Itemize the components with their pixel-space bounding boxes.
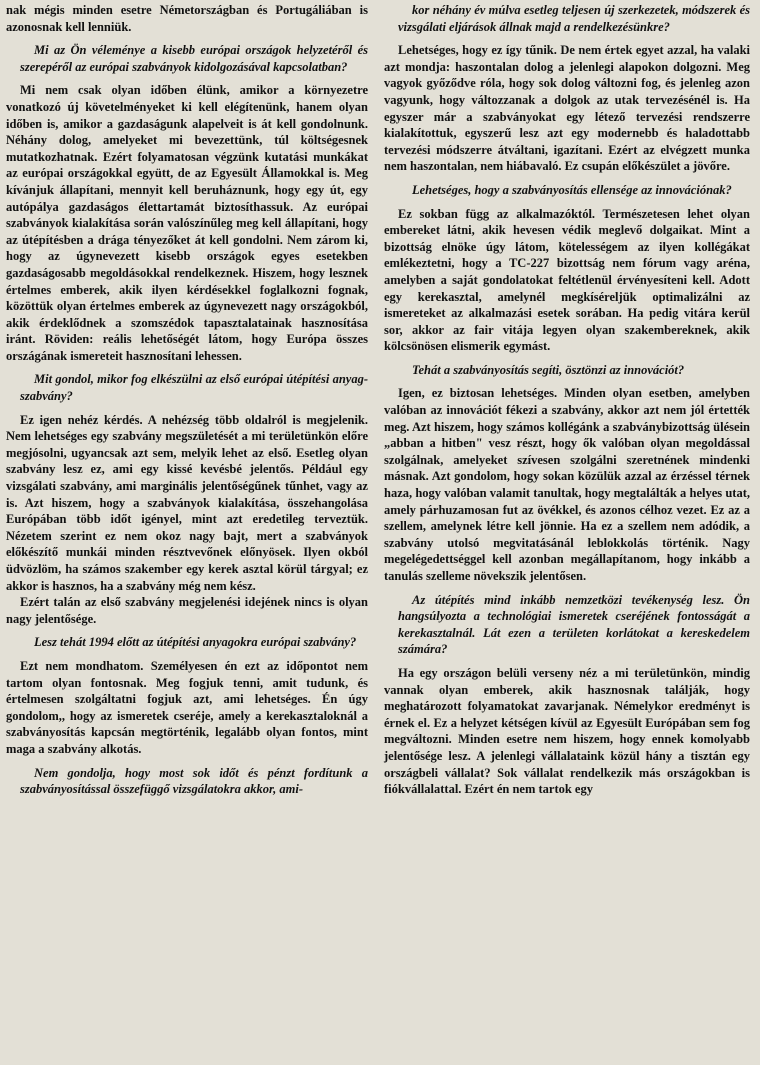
interview-question: Lesz tehát 1994 előtt az útépítési anyagokra európai szabvány?: [34, 635, 357, 650]
interview-question: Lehetséges, hogy a szabványosítás ellensége az innovációnak?: [412, 182, 732, 197]
answer-paragraph: Igen, ez biztosan lehetséges. Minden olyan esetben, amelyben valóban az innovációt fékezi a szabvány, akkor azt nem jól értették meg. Azt hiszem, hogy számos kollégánk a szabványbizottság ülésein „abban a hitben" vesz részt, hogy ők valóban olyan megoldással szolgálnak, amelyeket szívesen szolgálni szeretnének mindenki másnak. Azt gondolom, hogy sokan közülük azzal az érzéssel térnek haza, hogy valóban valamit tanultak, hogy megtalálták a helyes utat, amely párhuzamosan fut az övékkel, és azonos célhoz vezet. Ez az a szellem, amelynek létre kell jönnie. Ha ez a szellem nem adódik, a szabvány utolsó megvitatásánál leblokkolás történik. Nagy megelégedettséggel kell azonban megállapítanom, hogy inkább a tanulás szelleme növekszik jelentősen.: [384, 386, 750, 583]
left-column: [6, 2, 368, 805]
answer-paragraph: nak mégis minden esetre Németországban és Portugáliában is azonosnak kell lenniük.: [6, 3, 368, 34]
answer-paragraph: Ez sokban függ az alkalmazóktól. Természetesen lehet olyan embereket látni, akik hevesen védik meglevő dolgaikat. Mint a bizottság elnöke úgy látom, kötelességem az ilyen kollégákat emlékeztetni, hogy a TC-227 bizottság nem fórum vagy aréna, amelyben a saját gondolatokat feltétlenül érvényesíteni kell. Adott egy kerekasztal, amelynél megkíséreljük optimalizálni az ismereteket az alkalmazási esetek sorában. Ha pedig vitára kerül sor, akkor az fair vitája legyen olyan szakembereknek, akik kölcsönösen elismerik egymást.: [384, 206, 750, 354]
interview-question: Tehát a szabványosítás segíti, ösztönzi az innovációt?: [412, 362, 685, 377]
answer-paragraph: Ez igen nehéz kérdés. A nehézség több oldalról is megjelenik. Nem lehetséges egy szabvány megszületését a mi területünkön előre megjósolni, ugyancsak azt sem, melyik lehet az első. Esetleg olyan szabvány lesz ez, ami egy kissé kevésbé jelentős. Például egy vizsgálati szabvány, ami marginális jelentőségűnek tűnhet, vagy az is. Azt hiszem, hogy a szabványok kialakítása, összehangolása Európában több időt igényel, mint azt eredetileg terveztük. Nézetem szerint ez nem okoz nagy bajt, mert a szabványok előkészítő munkái minden résztvevőnek előnyösek. Ilyen okból üdvözlöm, ha számos szakember egy kerek asztal körül tárgyal; ez akkor is hasznos, ha a szabvány még nem kész.: [6, 412, 368, 593]
interview-question: Nem gondolja, hogy most sok időt és pénzt fordítunk a szabványosítással összefüggő vizsgálatokra akkor, ami-: [20, 765, 368, 797]
interview-question: kor néhány év múlva esetleg teljesen új szerkezetek, módszerek és vizsgálati eljárások állnak majd a rendelkezésünkre?: [398, 3, 750, 34]
answer-paragraph: Ezért talán az első szabvány megjelenési idejének nincs is olyan nagy jelentősége.: [6, 595, 368, 626]
answer-paragraph: Ezt nem mondhatom. Személyesen én ezt az időpontot nem tartom olyan fontosnak. Meg fogjuk tenni, amit tudunk, és értelmesen szolgáltatni fogjuk azt, ami lehetséges. Én úgy gondolom,, hogy az ismeretek cseréje, amely a kerekasztaloknál a szabványosítás kapcsán megtörténik, legalább olyan fontos, mint maga a szabvány alkotás.: [6, 658, 368, 756]
answer-paragraph: Mi nem csak olyan időben élünk, amikor a környezetre vonatkozó új követelményeket ki kell elégítenünk, hanem olyan időben is, amikor a gazdaságunk alapelveit is át kell gondolnunk. Néhány dolog, amelyeket mi bevezettünk, túl költségesnek mutatkozhatnak. Ezért folyamatosan végzünk kutatási munkákat az európai országokkal együtt, de az Egyesült Államokkal is. Meg kívánjuk állapítani, mennyit kell beruháznunk, hogy egy út, egy autópálya gazdaságos élettartamát biztosíthassuk. Az európai szabványok kialakítása során valószínűleg meg kell állapítani, hogy az útépítésben a drága tényezőket át kell gondolni. Nem zárom ki, hogy az úgynevezett kisebb országok egyes esetekben gazdaságosabb megoldásokkal rendelkeznek. Hiszem, hogy lesznek értelmes emberek, akik ilyen kérdésekkel foglalkozni fognak, közöttük olyan értelmes emberek az úgynevezett nagy országokból, akik érdeklődnek a szomszédok tapasztalatainak hasznosítása iránt. Röviden: reális lehetőségét látom, hogy Európa összes országának ismereteit hasznosítani lehessen.: [6, 83, 368, 363]
right-column: [384, 2, 750, 798]
interview-question: Mit gondol, mikor fog elkészülni az első európai útépítési anyag-szabvány?: [20, 372, 368, 404]
answer-paragraph: Ha egy országon belüli verseny néz a mi területünkön, mindig vannak olyan emberek, akik hasznosnak találják, hogy meghatározott folyamatokat zavarjanak. Némelykor eredményt is érnek el. Ez a helyzet kétségen kívül az Egyesült Európában sem fog megváltozni. Minden esetre nem hiszem, hogy ennek komolyabb jelentősége lesz. A jelenlegi vállalataink közül hány a tisztán egy országbeli vállalat? Sok vállalat rendelkezik más országokban is fiókvállalattal. Ezért én nem tartok egy: [384, 665, 750, 797]
interview-question: Az útépítés mind inkább nemzetközi tevékenység lesz. Ön hangsúlyozta a technológiai ismeretek cseréjének fontosságát a kerekasztalnál. Lát ezen a területen korlátokat a kereskedelem számára?: [398, 592, 750, 657]
interview-question: Mi az Ön véleménye a kisebb európai országok helyzetéről és szerepéről az európai szabványok kidolgozásával kapcsolatban?: [20, 43, 368, 74]
answer-paragraph: Lehetséges, hogy ez így tűnik. De nem értek egyet azzal, ha valaki azt mondja: haszontalan dolog a jelenlegi alapokon dolgozni. Meg vagyok győződve róla, hogy sok dolog változni fog, és jelenleg azon vagyunk, hogy változzanak a dolgok az utak tervezésénél is. Ha egyszer már a szabványokat egy létező tervezési rendszerre kialakítottuk, egyszerű lesz azt egy modernebb és haladottabb tervezési módszerre átváltani, igazítani. Ezért az elvégzett munka nem haszontalan, nem hiábavaló. Ez csupán előkészület a jövőre.: [384, 43, 750, 174]
